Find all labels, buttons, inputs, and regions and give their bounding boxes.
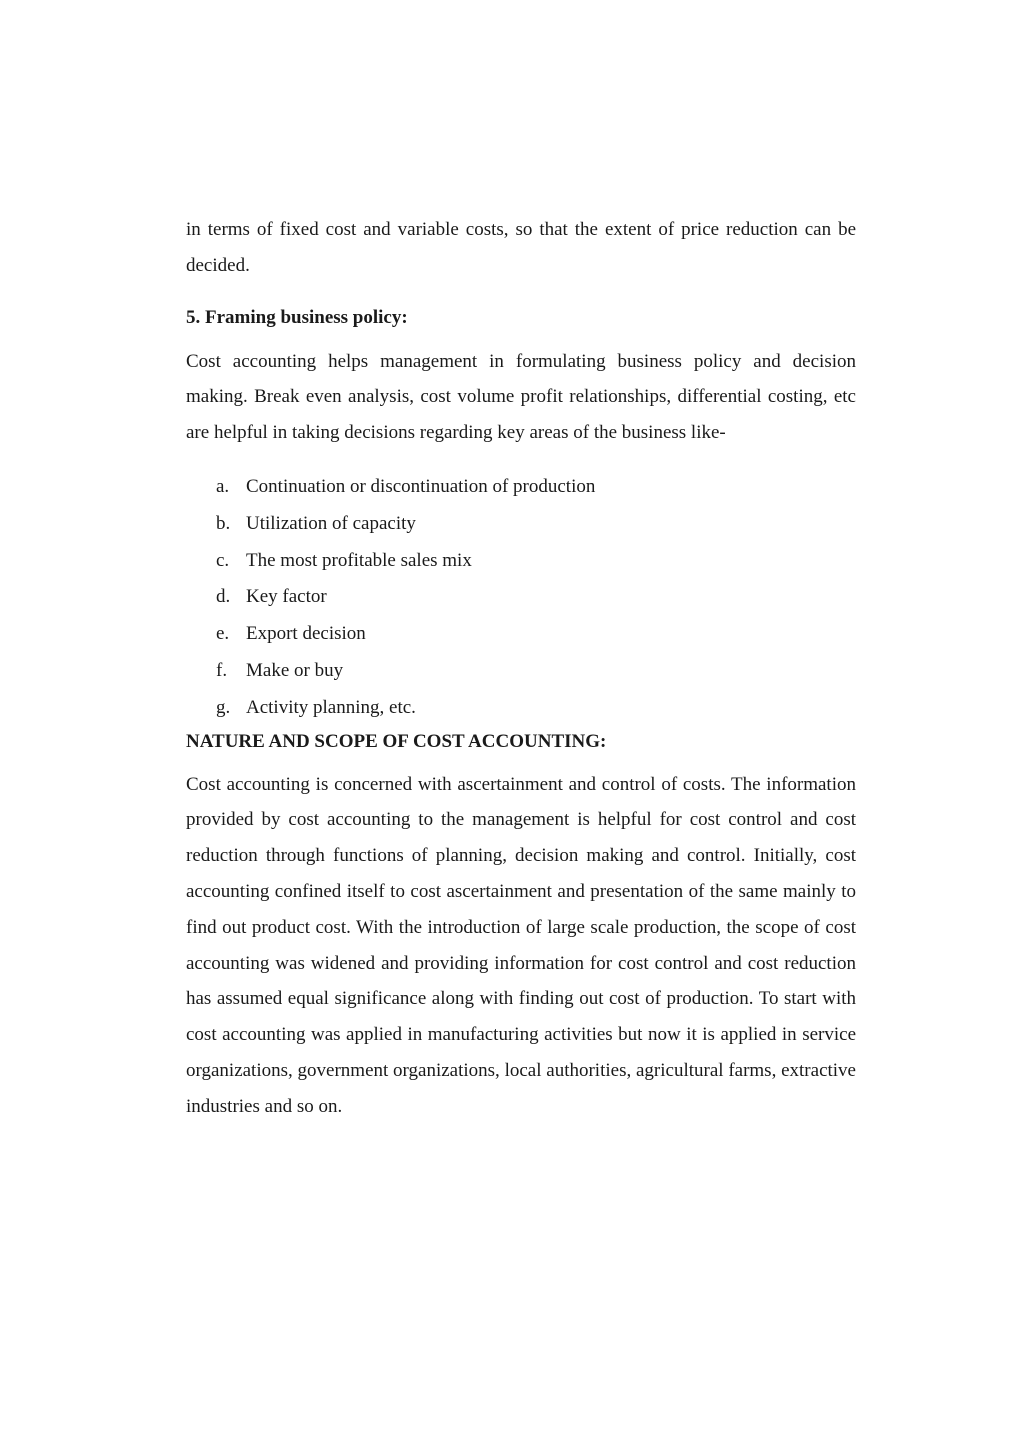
document-page (186, 212, 856, 1125)
list-item-text: Continuation or discontinuation of production (246, 475, 596, 497)
list-marker: a. (216, 475, 230, 497)
list-item (186, 469, 856, 506)
list-marker: d. (216, 586, 231, 608)
list-item (186, 690, 856, 727)
section-heading-nature-and-scope: NATURE AND SCOPE OF COST ACCOUNTING: (186, 730, 607, 752)
section-heading-framing-business-policy: 5. Framing business policy: (186, 306, 408, 328)
list-marker: b. (216, 512, 231, 534)
intro-paragraph: in terms of fixed cost and variable costs, so that the extent of price reduction can be decided. (186, 219, 856, 276)
nature-scope-paragraph: Cost accounting is concerned with ascertainment and control of costs. The information provided by cost accounting to the management is helpful for cost control and cost reduction through functions of planning, decision making and control. Initially, cost accounting confined itself to cost ascertainment and presentation of the same mainly to find out product cost. With the introduction of large scale production, the scope of cost accounting was widened and providing information for cost control and cost reduction has assumed equal significance along with finding out cost of production. To start with cost accounting was applied in manufacturing activities but now it is applied in service organizations, government organizations, local authorities, agricultural farms, extractive industries and so on. (186, 773, 856, 1117)
decision-areas-list (186, 469, 856, 727)
list-marker: e. (216, 623, 230, 645)
list-item-text: Utilization of capacity (246, 512, 416, 534)
list-item (186, 506, 856, 543)
business-policy-paragraph: Cost accounting helps management in formulating business policy and decision making. Break even analysis, cost volume profit relationships, differential costing, etc are helpful in taking decisions regarding key areas of the business like- (186, 350, 856, 444)
list-item (186, 616, 856, 653)
list-marker: c. (216, 549, 230, 571)
list-item-text: The most profitable sales mix (246, 549, 472, 571)
list-item (186, 653, 856, 690)
list-item-text: Make or buy (246, 659, 344, 681)
list-item (186, 579, 856, 616)
list-item-text: Export decision (246, 623, 366, 645)
list-marker: g. (216, 696, 231, 718)
list-item-text: Key factor (246, 586, 327, 608)
list-marker: f. (216, 659, 228, 681)
list-item (186, 543, 856, 580)
list-item-text: Activity planning, etc. (246, 696, 416, 718)
